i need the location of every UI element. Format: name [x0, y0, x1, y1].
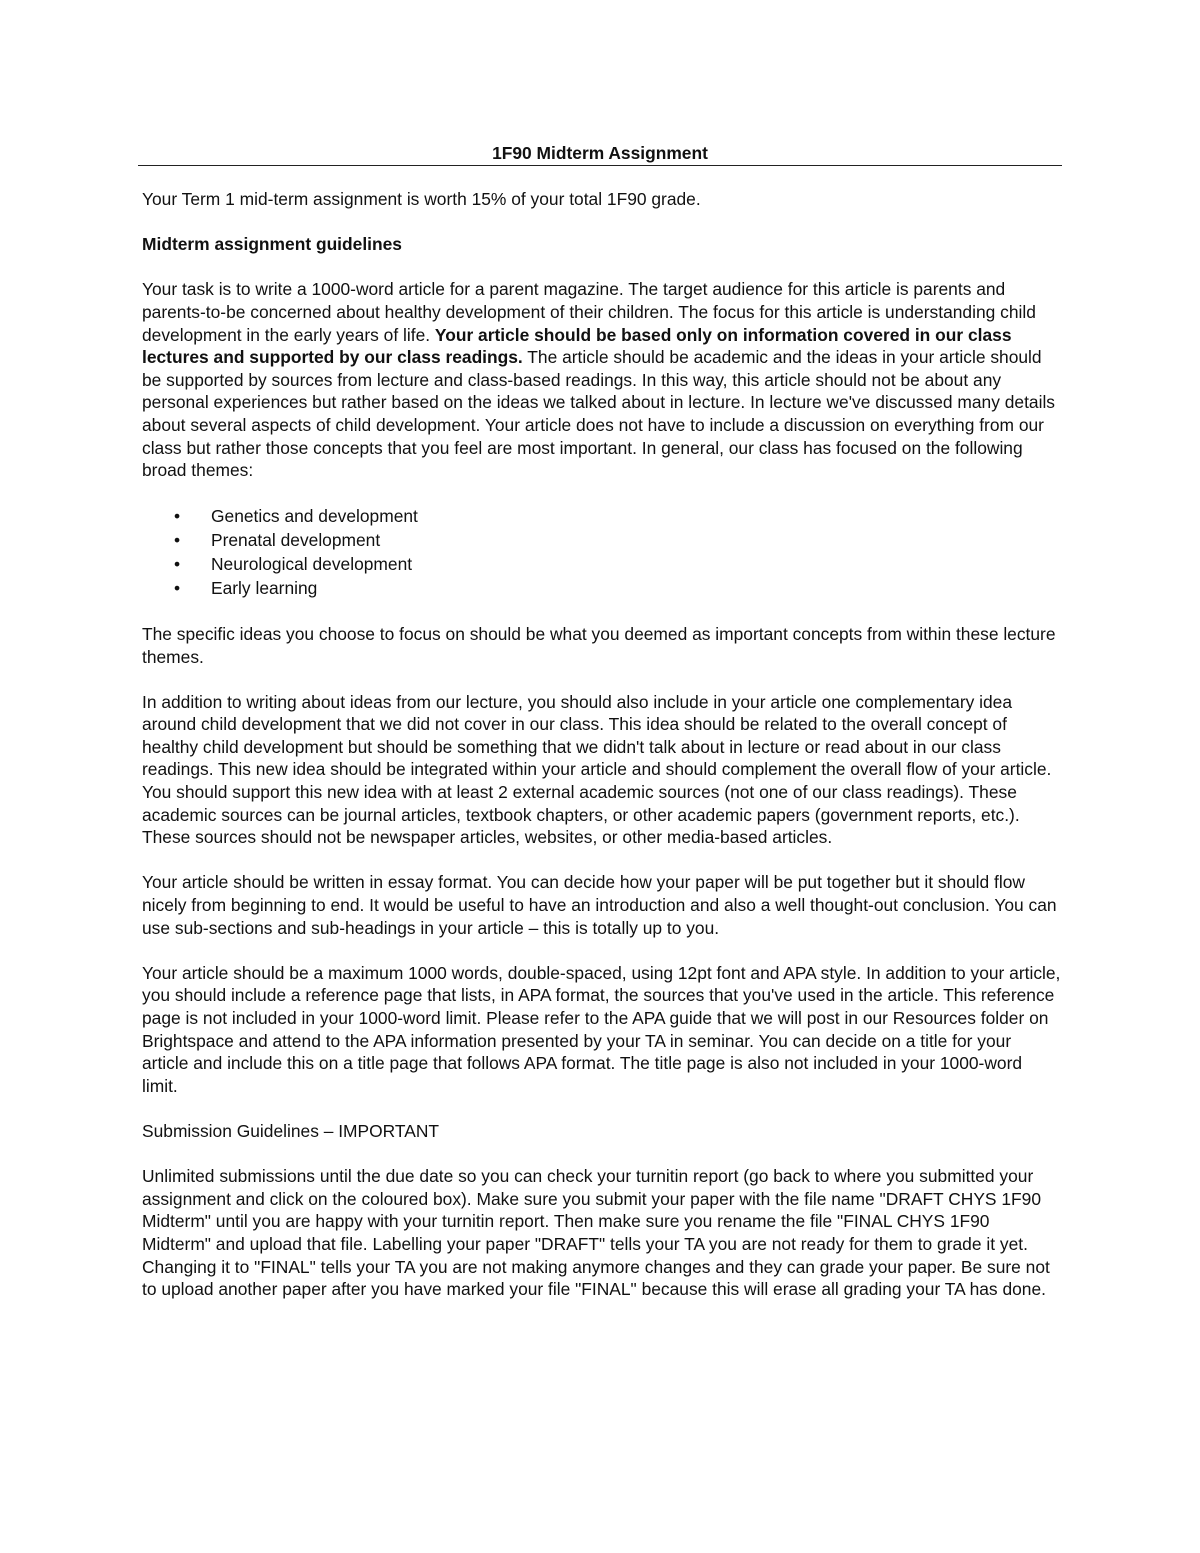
list-item	[142, 576, 1062, 600]
task-paragraph	[142, 278, 1062, 481]
task-emphasis: Your article should be based only on information covered in our class lectures and supported by our class readings.	[142, 324, 1012, 368]
bullet-icon: •	[174, 530, 181, 551]
submission-paragraph: Unlimited submissions until the due date so you can check your turnitin report (go back to where you submitted your assignment and click on the coloured box). Make sure you submit your paper with the file name "DRAFT CHYS 1F90 Midterm" until you are happy with your turnitin report. Then make sure you rename the file "FINAL CHYS 1F90 Midterm" and upload that file. Labelling your paper "DRAFT" tells your TA you are not ready for them to grade it yet. Changing it to "FINAL" tells your TA you are not making anymore changes and they can grade your paper. Be sure not to upload another paper after you have marked your file "FINAL" because this will erase all grading your TA has done.	[142, 1166, 1050, 1300]
intro-paragraph: Your Term 1 mid-term assignment is worth 15% of your total 1F90 grade.	[142, 189, 701, 209]
list-item	[142, 552, 1062, 576]
task-text-2: The article should be academic and the ideas in your article should be supported by sources from lecture and class-based readings. In this way, this article should not be about any personal experiences but rather based on the ideas we talked about in lecture. In lecture we've discussed many details about several aspects of child development. Your article does not have to include a discussion on everything from our class but rather those concepts that you feel are most important. In general, our class has focused on the following broad themes:	[142, 347, 1056, 481]
bullet-icon: •	[174, 506, 181, 527]
list-item	[142, 528, 1062, 552]
bullet-icon: •	[174, 554, 181, 575]
focus-paragraph: The specific ideas you choose to focus on should be what you deemed as important concepts from within these lecture themes.	[142, 623, 1056, 667]
document-body	[142, 142, 1062, 1323]
complementary-idea-paragraph: In addition to writing about ideas from our lecture, you should also include in your article one complementary idea around child development that we did not cover in our class. This idea should be related to the overall concept of healthy child development but should be something that we didn't talk about in lecture or read about in our class readings. This new idea should be integrated within your article and should complement the overall flow of your article. You should support this new idea with at least 2 external academic sources (not one of our class readings). These academic sources can be journal articles, textbook chapters, or other academic papers (government reports, etc.). These sources should not be newspaper articles, websites, or other media-based articles.	[142, 691, 1052, 848]
essay-format-paragraph: Your article should be written in essay format. You can decide how your paper will be put together but it should flow nicely from beginning to end. It would be useful to have an introduction and also a well thought-out conclusion. You can use sub-sections and sub-headings in your article – this is totally up to you.	[142, 872, 1057, 938]
bullet-icon: •	[174, 578, 181, 599]
list-item	[142, 504, 1062, 528]
theme-label: Neurological development	[211, 554, 413, 575]
requirements-paragraph: Your article should be a maximum 1000 words, double-spaced, using 12pt font and APA style. In addition to your article, you should include a reference page that lists, in APA format, the sources that you've used in the article. This reference page is not included in your 1000-word limit. Please refer to the APA guide that we will post in our Resources folder on Brightspace and attend to the APA information presented by your TA in seminar. You can decide on a title for your article and include this on a title page that follows APA format. The title page is also not included in your 1000-word limit.	[142, 962, 1061, 1096]
submission-heading: Submission Guidelines – IMPORTANT	[142, 1120, 440, 1141]
themes-list	[142, 504, 1062, 600]
theme-label: Prenatal development	[211, 530, 381, 551]
guidelines-heading: Midterm assignment guidelines	[142, 234, 402, 255]
document-title: 1F90 Midterm Assignment	[138, 142, 1062, 166]
theme-label: Early learning	[211, 578, 318, 599]
theme-label: Genetics and development	[211, 506, 418, 527]
task-text-1: Your task is to write a 1000-word article for a parent magazine. The target audience for this article is parents and parents-to-be concerned about healthy development of their children. The focus for this article is understanding child development in the early years of life.	[142, 279, 1036, 345]
